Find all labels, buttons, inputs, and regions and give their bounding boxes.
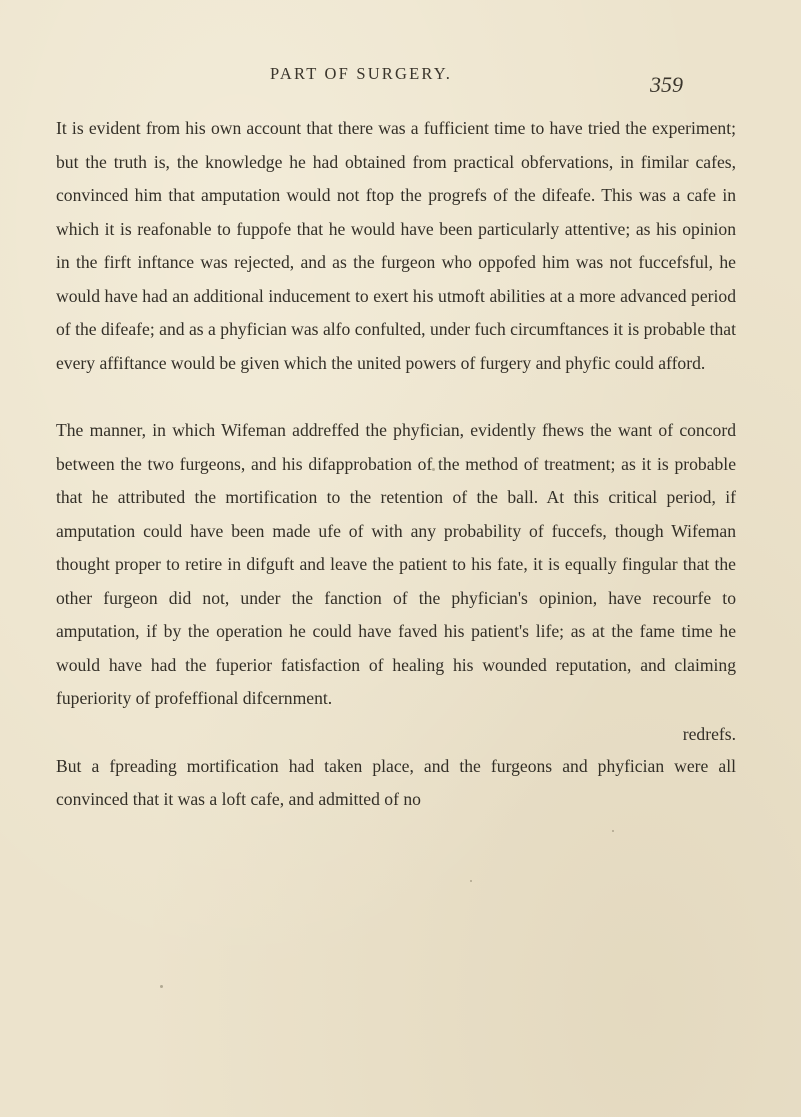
catchword: redrefs. xyxy=(682,724,736,744)
paper-speck xyxy=(160,985,163,988)
paper-speck xyxy=(470,880,472,882)
paragraph: The manner, in which Wifeman addreffed the phyfician, evidently fhews the want of concord between the two furgeons, and his difapprobation of the method of treatment; as it is probable that he attributed the mortification to the retention of the ball. At this critical period, if amputation could have been made ufe of with any probability of fuccefs, though Wifeman thought proper to retire in difguft and leave the patient to his fate, it is equally fingular that the other furgeon did not, under the fanction of the phyfician's opinion, have recourfe to amputation, if by the operation he could have faved his patient's life; as at the fame time he would have had the fuperior fatisfaction of healing his wounded reputation, and claiming fuperiority of profeffional difcernment. xyxy=(56,420,736,708)
paper-speck xyxy=(612,830,614,832)
paragraph: It is evident from his own account that there was a fufficient time to have tried the experiment; but the truth is, the knowledge he had obtained from practical obfervations, in fimilar cafes, convinced him that amputation would not ftop the progrefs of the difeafe. This was a cafe in which it is reafonable to fuppofe that he would have been particularly attentive; as his opinion in the firft inftance was rejected, and as the furgeon who oppofed him was not fuccefsful, he would have had an additional inducement to exert his utmoft abilities at a more advanced period of the difeafe; and as a phyfician was alfo confulted, under fuch circumftances it is probable that every affiftance would be given which the united powers of furgery and phyfic could afford. xyxy=(56,118,736,373)
paper-speck xyxy=(432,468,435,471)
running-head-title: PART OF SURGERY. xyxy=(270,64,453,83)
page-number: 359 xyxy=(650,72,683,97)
paragraph: But a fpreading mortification had taken place, and the furgeons and phyfician were all convinced that it was a loft cafe, and admitted of no xyxy=(56,755,736,809)
running-head xyxy=(0,64,801,97)
body-text xyxy=(56,112,736,817)
